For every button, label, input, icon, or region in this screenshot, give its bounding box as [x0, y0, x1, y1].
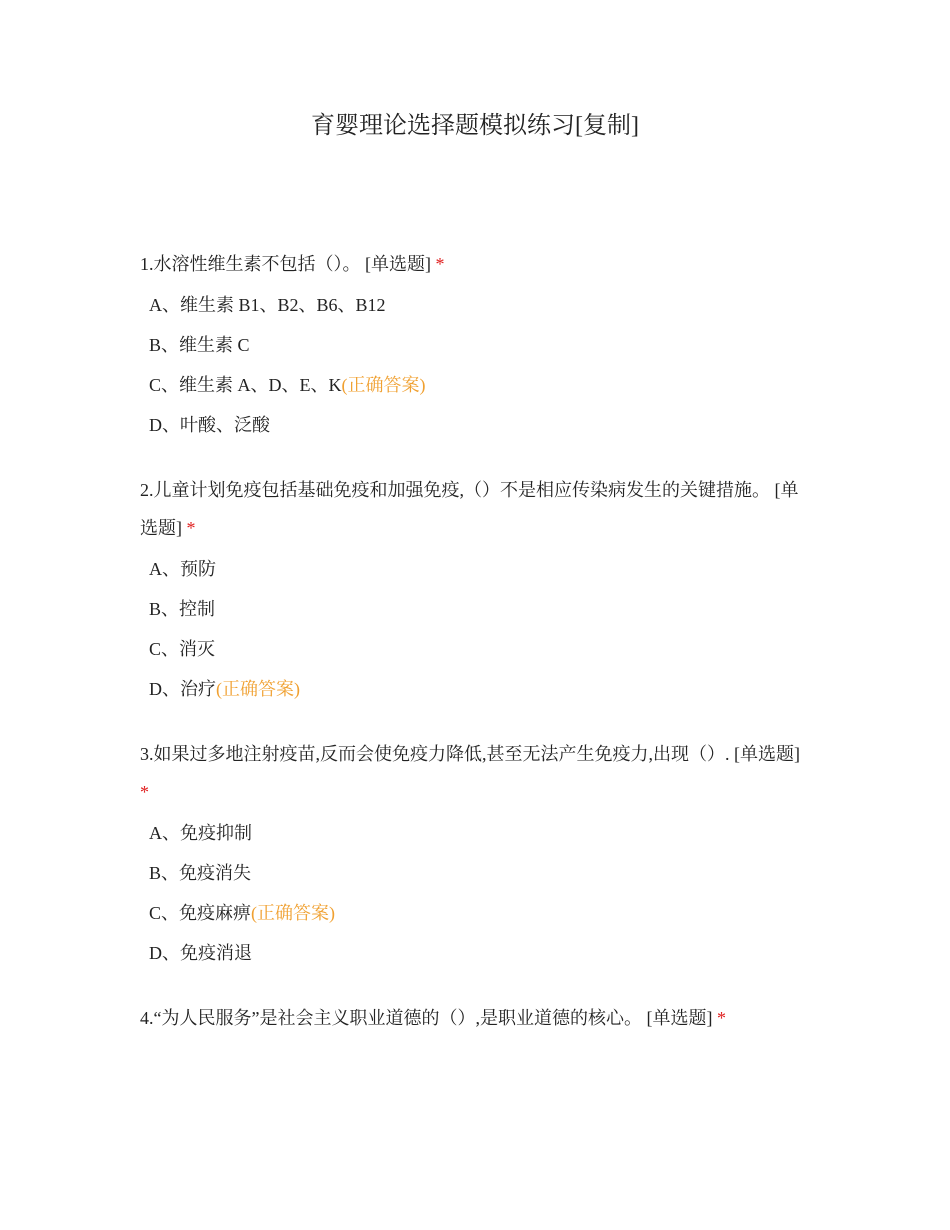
option-c[interactable]	[140, 365, 805, 405]
option-text: A、免疫抑制	[149, 823, 252, 843]
option-text: D、免疫消退	[149, 943, 252, 963]
option-a[interactable]	[140, 813, 805, 853]
option-text: C、免疫麻痹	[149, 903, 252, 923]
option-b[interactable]	[140, 853, 805, 893]
option-d[interactable]	[140, 405, 805, 445]
option-b[interactable]	[140, 325, 805, 365]
option-a[interactable]	[140, 549, 805, 589]
option-c[interactable]	[140, 629, 805, 669]
question-1	[140, 245, 805, 445]
option-text: B、维生素 C	[149, 335, 250, 355]
question-4	[140, 999, 805, 1037]
question-stem	[140, 245, 805, 283]
question-text: 1.水溶性维生素不包括（）。 [单选题]	[140, 254, 431, 274]
option-text: A、预防	[149, 559, 216, 579]
question-stem	[140, 735, 805, 811]
option-text: A、维生素 B1、B2、B6、B12	[149, 295, 386, 315]
correct-answer-label: (正确答案)	[251, 903, 336, 923]
option-text: D、治疗	[149, 679, 216, 699]
option-d[interactable]	[140, 669, 805, 709]
option-c[interactable]	[140, 893, 805, 933]
correct-answer-label: (正确答案)	[341, 375, 426, 395]
question-stem	[140, 471, 805, 547]
option-text: B、控制	[149, 599, 216, 619]
option-text: B、免疫消失	[149, 863, 252, 883]
question-text: 2.儿童计划免疫包括基础免疫和加强免疫,（）不是相应传染病发生的关键措施。 [单选题]	[140, 480, 799, 538]
option-text: C、维生素 A、D、E、K	[149, 375, 342, 395]
correct-answer-label: (正确答案)	[216, 679, 300, 699]
question-stem	[140, 999, 805, 1037]
required-marker: *	[186, 518, 196, 538]
question-3	[140, 735, 805, 973]
page-title: 育婴理论选择题模拟练习[复制]	[311, 113, 639, 139]
option-text: C、消灭	[149, 639, 216, 659]
required-marker: *	[435, 254, 445, 274]
required-marker: *	[140, 782, 149, 802]
option-a[interactable]	[140, 285, 805, 325]
option-b[interactable]	[140, 589, 805, 629]
required-marker: *	[716, 1008, 726, 1028]
question-list	[140, 245, 805, 1063]
question-2	[140, 471, 805, 709]
question-text: 4.“为人民服务”是社会主义职业道德的（）,是职业道德的核心。 [单选题]	[140, 1008, 713, 1028]
question-text: 3.如果过多地注射疫苗,反而会使免疫力降低,甚至无法产生免疫力,出现（）. [单选题]	[140, 744, 800, 764]
option-text: D、叶酸、泛酸	[149, 415, 270, 435]
option-d[interactable]	[140, 933, 805, 973]
